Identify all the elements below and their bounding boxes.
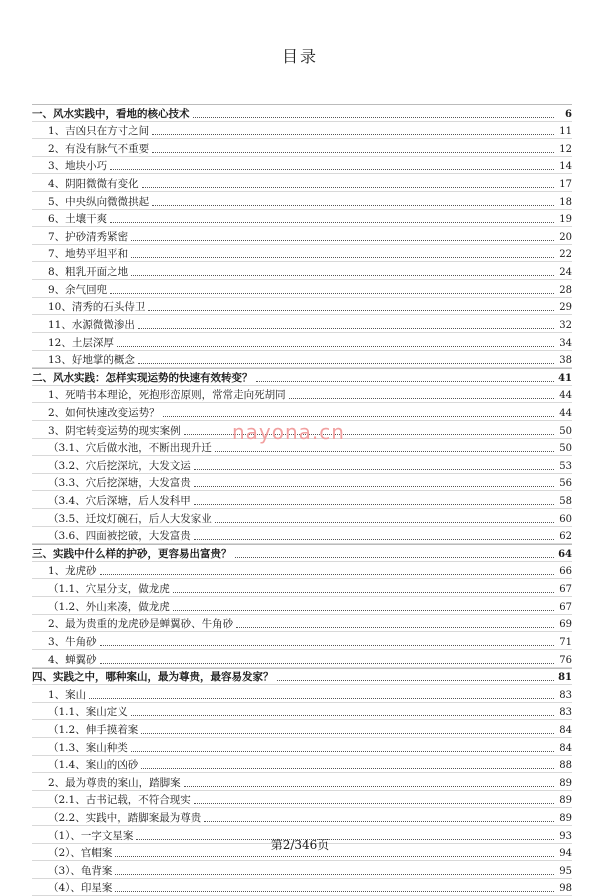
toc-entry[interactable] — [32, 773, 572, 791]
dot-leader — [141, 733, 554, 734]
toc-entry-title: 6、土壤干爽 — [48, 213, 108, 226]
toc-entry-title: 5、中央纵向微微拱起 — [48, 195, 150, 208]
toc-entry-title: 三、实践中什么样的护砂，更容易出富贵？ — [32, 547, 232, 560]
toc-entry[interactable] — [32, 861, 572, 879]
toc-entry[interactable] — [32, 544, 572, 562]
dot-leader — [138, 328, 554, 329]
dot-leader — [289, 398, 554, 399]
toc-entry[interactable] — [32, 650, 572, 668]
toc-entry[interactable] — [32, 351, 572, 369]
toc-entry-title: （3.4、穴后深塘，后人发科甲 — [48, 495, 191, 508]
toc-entry[interactable] — [32, 474, 572, 492]
toc-entry-page: 64 — [558, 548, 572, 560]
dot-leader — [117, 346, 554, 347]
toc-entry[interactable] — [32, 738, 572, 756]
toc-entry-title: （1.2、外山来凑，做龙虎 — [48, 600, 170, 613]
toc-entry[interactable] — [32, 615, 572, 633]
toc-entry[interactable] — [32, 315, 572, 333]
dot-leader — [115, 874, 554, 875]
toc-entry-title: （1.3、案山种类 — [48, 741, 128, 754]
toc-entry[interactable] — [32, 192, 572, 210]
toc-entry-title: 13、好地掌的概念 — [48, 354, 135, 367]
toc-entry-page: 67 — [559, 584, 572, 596]
dot-leader — [173, 592, 554, 593]
toc-entry[interactable] — [32, 333, 572, 351]
toc-entry-title: （3.2、穴后挖深坑，大发文运 — [48, 459, 191, 472]
toc-entry-page: 71 — [559, 636, 572, 648]
toc-entry-page: 76 — [559, 654, 572, 666]
toc-entry-title: （1.1、穴星分支，做龙虎 — [48, 583, 170, 596]
toc-entry-page: 93 — [559, 830, 572, 842]
toc-entry-title: 4、阴阳微微有变化 — [48, 178, 139, 191]
toc-entry[interactable] — [32, 562, 572, 580]
dot-leader — [194, 486, 554, 487]
toc-entry-page: 17 — [559, 179, 572, 191]
toc-entry-page: 98 — [559, 883, 572, 895]
dot-leader — [184, 786, 554, 787]
toc-entry-page: 14 — [559, 161, 572, 173]
dot-leader — [138, 363, 554, 364]
toc-entry-title: 9、余气回兜 — [48, 283, 108, 296]
toc-entry-page: 6 — [565, 108, 572, 120]
dot-leader — [173, 610, 554, 611]
toc-entry-page: 84 — [559, 724, 572, 736]
toc-entry[interactable] — [32, 280, 572, 298]
toc-entry-page: 89 — [559, 812, 572, 824]
dot-leader — [277, 680, 555, 681]
toc-entry-title: 2、有没有脉气不重要 — [48, 142, 150, 155]
toc-entry[interactable] — [32, 703, 572, 721]
toc-entry-title: （2.2、实践中，踏脚案最为尊贵 — [48, 811, 202, 824]
dot-leader — [100, 663, 554, 664]
dot-leader — [89, 698, 554, 699]
toc-entry-page: 22 — [559, 249, 572, 261]
toc-entry[interactable] — [32, 879, 572, 896]
toc-entry-title: 7、地势平坦平和 — [48, 248, 129, 261]
toc-entry-title: （3）、龟背案 — [48, 864, 113, 877]
toc-entry[interactable] — [32, 597, 572, 615]
toc-entry-title: （2）、官帽案 — [48, 847, 113, 860]
toc-entry-title: （2.1、古书记载，不符合现实 — [48, 794, 191, 807]
toc-entry[interactable] — [32, 668, 572, 686]
toc-entry-title: （1）、一字文星案 — [48, 829, 134, 842]
toc-entry[interactable] — [32, 509, 572, 527]
toc-entry-title: 10、清秀的石头侍卫 — [48, 301, 146, 314]
toc-entry-page: 32 — [559, 319, 572, 331]
dot-leader — [236, 627, 554, 628]
toc-entry-page: 83 — [559, 689, 572, 701]
toc-entry-title: 8、粗乳开面之地 — [48, 266, 129, 279]
dot-leader — [204, 821, 554, 822]
toc-entry-title: 11、水源微微渗出 — [48, 318, 135, 331]
toc-entry-page: 66 — [559, 566, 572, 578]
dot-leader — [100, 645, 554, 646]
dot-leader — [215, 522, 554, 523]
toc-entry-page: 58 — [559, 496, 572, 508]
toc-entry[interactable] — [32, 157, 572, 175]
dot-leader — [131, 715, 554, 716]
toc-entry[interactable] — [32, 227, 572, 245]
toc-entry-page: 34 — [559, 337, 572, 349]
toc-entry-title: （3.1、穴后做水池，不断出现升迁 — [48, 442, 212, 455]
toc-entry-page: 28 — [559, 284, 572, 296]
toc-entry-page: 12 — [559, 143, 572, 155]
toc-entry-title: 3、阴宅转变运势的现实案例 — [48, 424, 181, 437]
toc-entry[interactable] — [32, 685, 572, 703]
dot-leader — [115, 891, 554, 892]
toc-entry-title: 1、龙虎砂 — [48, 565, 97, 578]
dot-leader — [152, 205, 554, 206]
dot-leader — [194, 469, 554, 470]
dot-leader — [235, 557, 555, 558]
toc-entry-title: 7、护砂清秀紧密 — [48, 230, 129, 243]
toc-entry[interactable] — [32, 403, 572, 421]
toc-entry-page: 69 — [559, 619, 572, 631]
dot-leader — [110, 169, 554, 170]
watermark: nayona.cn — [232, 420, 345, 444]
toc-entry[interactable] — [32, 210, 572, 228]
toc-entry-page: 56 — [559, 478, 572, 490]
toc-entry-page: 50 — [559, 425, 572, 437]
dot-leader — [194, 504, 554, 505]
toc-entry-page: 18 — [559, 196, 572, 208]
toc-entry-page: 67 — [559, 601, 572, 613]
toc-entry-page: 53 — [559, 460, 572, 472]
toc-entry[interactable] — [32, 756, 572, 774]
dot-leader — [163, 416, 554, 417]
toc-entry-page: 24 — [559, 267, 572, 279]
toc-entry-title: （3.3、穴后挖深塘，大发富贵 — [48, 477, 191, 490]
toc-entry-title: 四、实践之中，哪种案山，最为尊贵，最容易发家？ — [32, 671, 274, 684]
toc-entry[interactable] — [32, 368, 572, 386]
dot-leader — [131, 240, 554, 241]
toc-entry-title: 2、如何快速改变运势？ — [48, 406, 160, 419]
toc-entry-page: 41 — [558, 372, 572, 384]
toc-entry[interactable] — [32, 720, 572, 738]
toc-entry-page: 50 — [559, 443, 572, 455]
toc-entry-page: 84 — [559, 742, 572, 754]
toc-entry-title: （1.4、案山的凶砂 — [48, 759, 139, 772]
toc-entry[interactable] — [32, 808, 572, 826]
dot-leader — [115, 856, 554, 857]
toc-entry[interactable] — [32, 791, 572, 809]
toc-entry-title: 1、吉凶只在方寸之间 — [48, 125, 150, 138]
toc-entry-page: 62 — [559, 531, 572, 543]
toc-entry-title: 3、牛角砂 — [48, 635, 97, 648]
toc-entry[interactable] — [32, 456, 572, 474]
toc-entry-title: 2、最为尊贵的案山，踏脚案 — [48, 776, 181, 789]
toc-entry-page: 89 — [559, 795, 572, 807]
toc-entry-title: 4、蝉翼砂 — [48, 653, 97, 666]
toc-entry[interactable] — [32, 298, 572, 316]
dot-leader — [194, 539, 554, 540]
table-of-contents — [32, 104, 572, 896]
dot-leader — [152, 152, 554, 153]
toc-entry-title: （3.5、迁坟灯碗石，后人大发家业 — [48, 512, 212, 525]
page-title: 目录 — [281, 47, 318, 66]
toc-entry-page: 83 — [559, 707, 572, 719]
toc-entry-title: 一、风水实践中，看地的核心技术 — [32, 107, 190, 120]
toc-entry-page: 95 — [559, 865, 572, 877]
toc-entry-page: 81 — [558, 672, 572, 684]
dot-leader — [100, 574, 554, 575]
toc-entry-title: （1.2、伸手摸着案 — [48, 723, 139, 736]
toc-entry[interactable] — [32, 386, 572, 404]
toc-entry[interactable] — [32, 491, 572, 509]
toc-entry[interactable] — [32, 579, 572, 597]
toc-entry-page: 89 — [559, 777, 572, 789]
toc-entry[interactable] — [32, 174, 572, 192]
toc-entry-title: （3.6、四面被挖破，大发富贵 — [48, 530, 191, 543]
toc-entry[interactable] — [32, 139, 572, 157]
toc-entry-title: （1.1、案山定义 — [48, 706, 128, 719]
dot-leader — [215, 451, 554, 452]
toc-entry-page: 11 — [559, 126, 572, 138]
toc-entry[interactable] — [32, 262, 572, 280]
dot-leader — [110, 222, 554, 223]
toc-entry-page: 60 — [559, 513, 572, 525]
toc-entry-title: 2、最为贵重的龙虎砂是蝉翼砂、牛角砂 — [48, 618, 234, 631]
dot-leader — [131, 751, 554, 752]
toc-entry-page: 29 — [559, 302, 572, 314]
toc-entry-page: 44 — [559, 407, 572, 419]
dot-leader — [142, 187, 554, 188]
dot-leader — [194, 803, 554, 804]
page-number: 第2/346页 — [270, 838, 330, 852]
toc-entry[interactable] — [32, 245, 572, 263]
toc-entry-page: 19 — [559, 214, 572, 226]
toc-entry-title: （4）、印星案 — [48, 882, 113, 895]
toc-entry[interactable] — [32, 122, 572, 140]
toc-entry[interactable] — [32, 632, 572, 650]
toc-entry[interactable] — [32, 104, 572, 122]
toc-entry-title: 12、土层深厚 — [48, 336, 114, 349]
toc-entry-title: 3、地块小巧 — [48, 160, 108, 173]
toc-entry-page: 94 — [559, 848, 572, 860]
dot-leader — [131, 275, 554, 276]
toc-entry-title: 1、案山 — [48, 688, 87, 701]
dot-leader — [131, 257, 554, 258]
toc-entry-title: 1、死啃书本理论，死抱形峦原则，常常走向死胡同 — [48, 389, 286, 402]
dot-leader — [148, 310, 554, 311]
toc-entry-title: 二、风水实践：怎样实现运势的快速有效转变？ — [32, 371, 253, 384]
toc-entry-page: 20 — [559, 231, 572, 243]
toc-entry-page: 44 — [559, 390, 572, 402]
toc-entry-page: 38 — [559, 355, 572, 367]
toc-entry[interactable] — [32, 527, 572, 545]
dot-leader — [141, 768, 554, 769]
dot-leader — [152, 134, 554, 135]
dot-leader — [110, 293, 554, 294]
dot-leader — [193, 117, 555, 118]
dot-leader — [256, 381, 555, 382]
toc-entry-page: 88 — [559, 760, 572, 772]
